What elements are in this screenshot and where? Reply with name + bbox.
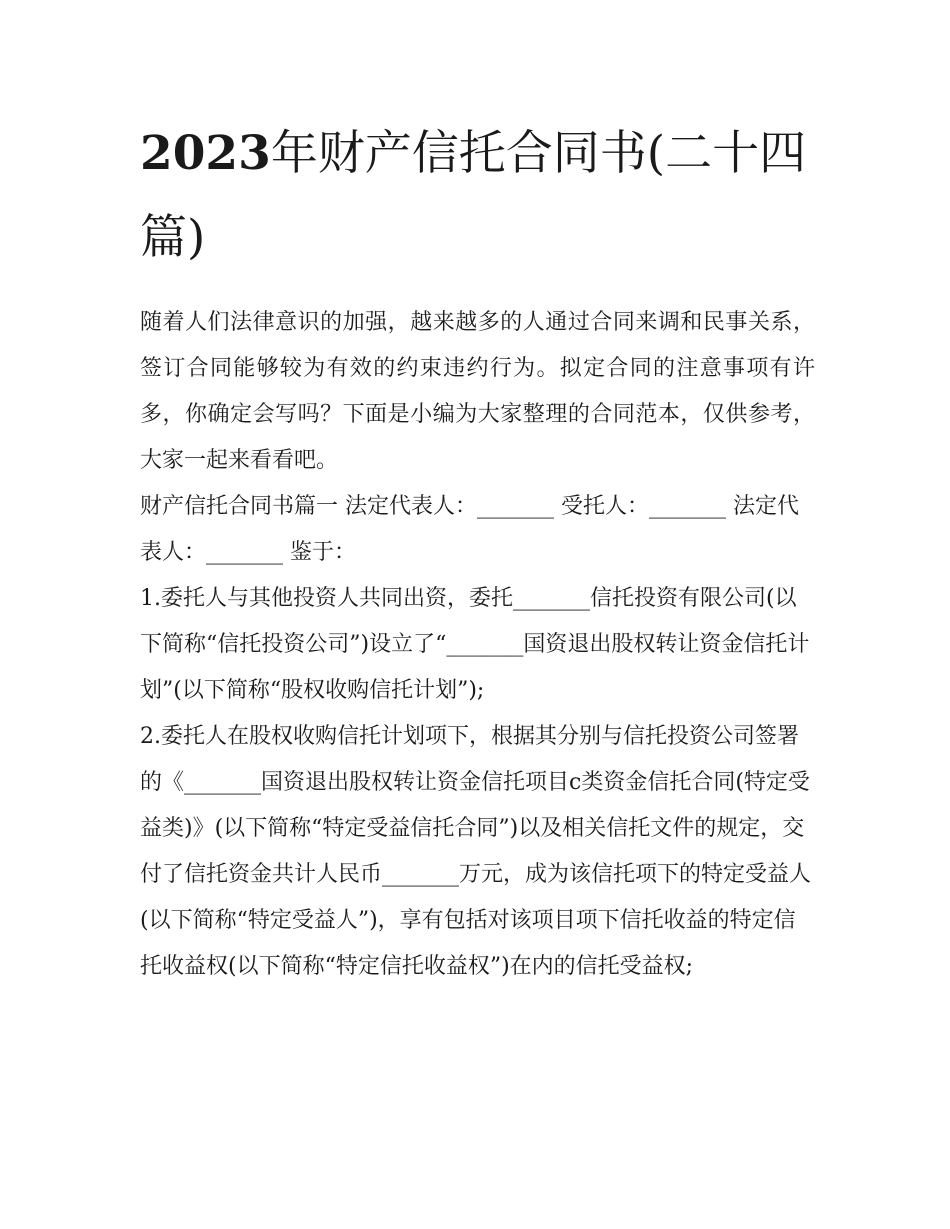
clause-1-paragraph: 1.委托人与其他投资人共同出资，委托_______信托投资有限公司(以下简称“信托投资公司”)设立了“_______国资退出股权转让资金信托计划”(以下简称“股权收购信托计划”); xyxy=(140,586,810,703)
intro-paragraph: 随着人们法律意识的加强，越来越多的人通过合同来调和民事关系，签订合同能够较为有效的约束违约行为。拟定合同的注意事项有许多，你确定会写吗？下面是小编为大家整理的合同范本，仅供参考，大家一起来看看吧。 xyxy=(140,310,815,473)
contract-header-paragraph: 财产信托合同书篇一 法定代表人：_______ 受托人：_______ 法定代表人：_______ 鉴于： xyxy=(140,494,799,565)
document-page xyxy=(140,112,815,990)
title-year: 2023 xyxy=(140,126,271,181)
document-title xyxy=(140,112,815,280)
title-text: 年财产信托合同书(二十四篇) xyxy=(140,126,807,265)
document-body xyxy=(140,300,815,990)
clause-2-paragraph: 2.委托人在股权收购信托计划项下，根据其分别与信托投资公司签署的《_______国资退出股权转让资金信托项目c类资金信托合同(特定受益类)》(以下简称“特定受益信托合同”)以及相关信托文件的规定，交付了信托资金共计人民币_______万元，成为该信托项下的特定受益人(以下简称“特定受益人”)，享有包括对该项目项下信托收益的特定信托收益权(以下简称“特定信托收益权”)在内的信托受益权; xyxy=(140,724,812,979)
